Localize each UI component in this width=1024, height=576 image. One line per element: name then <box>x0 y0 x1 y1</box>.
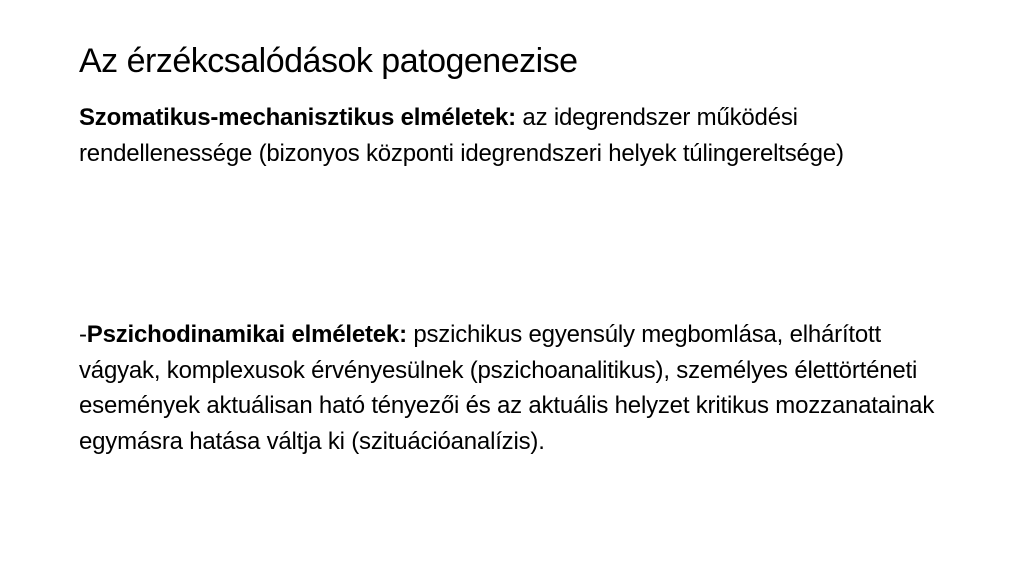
slide-title: Az érzékcsalódások patogenezise <box>79 42 578 80</box>
paragraph-somatic-theories <box>79 100 939 171</box>
paragraph-text: az idegrendszer működési rendellenessége (bizonyos központi idegrendszeri helyek túlingereltsége) <box>79 104 844 167</box>
paragraph-prefix: - <box>79 321 87 348</box>
paragraph-psychodynamic-theories <box>79 317 939 459</box>
paragraph-text: pszichikus egyensúly megbomlása, elhárított vágyak, komplexusok érvényesülnek (pszichoanalitikus), személyes élettörténeti események aktuálisan ható tényezői és az aktuális helyzet kritikus mozzanatainak egymásra hatása váltja ki (szituációanalízis). <box>79 321 935 455</box>
term-psychodynamic: Pszichodinamikai elméletek: <box>86 321 407 348</box>
term-somatic-mechanistic: Szomatikus-mechanisztikus elméletek: <box>79 104 516 131</box>
